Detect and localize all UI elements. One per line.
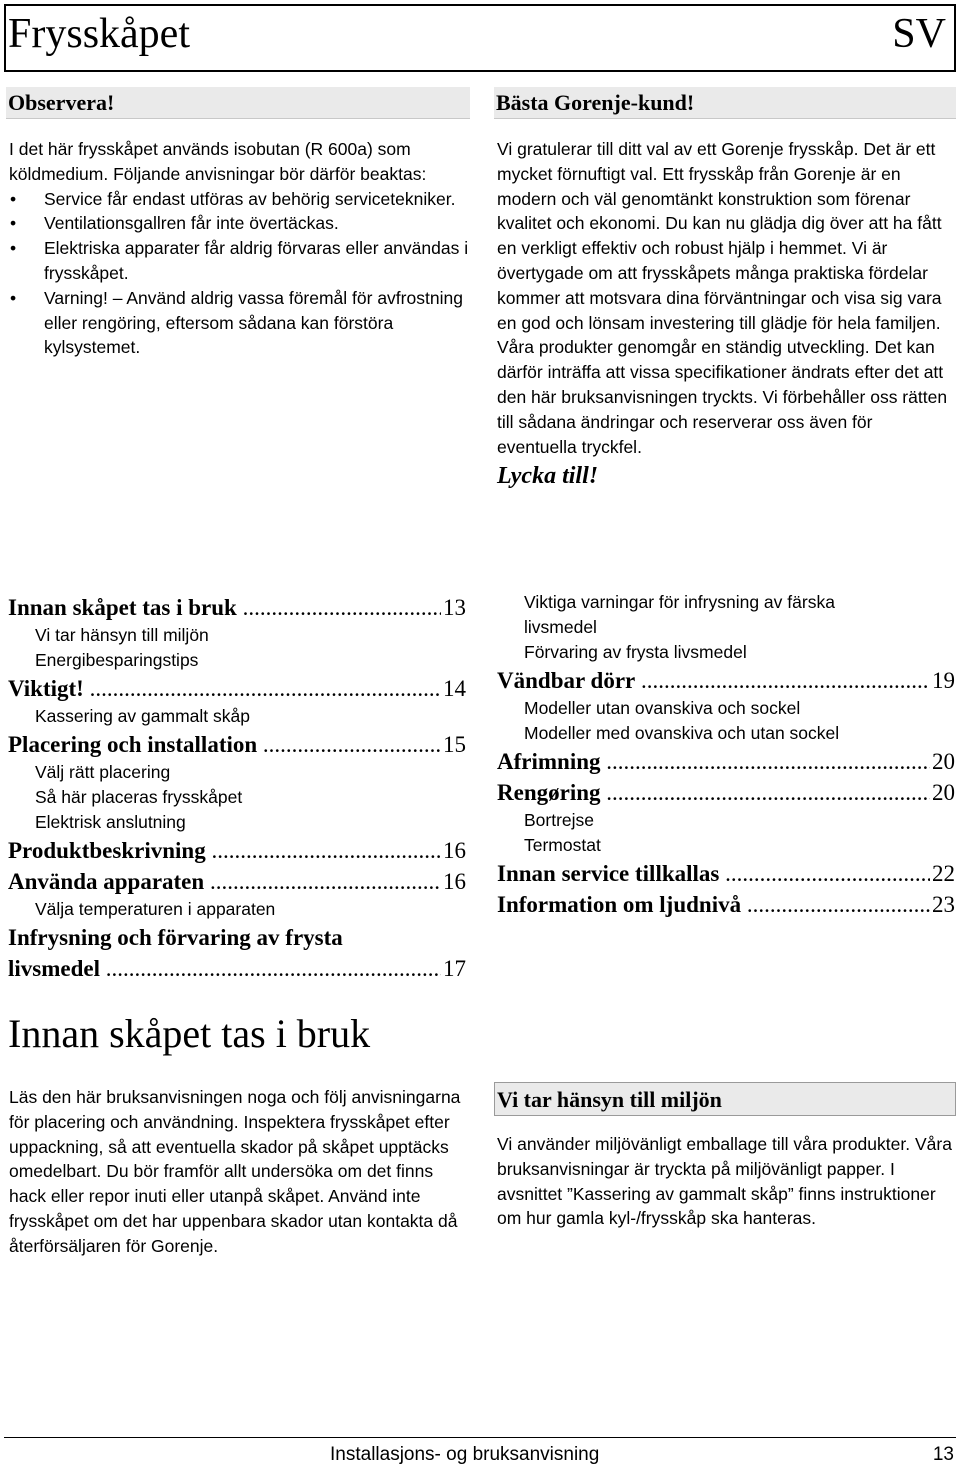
observera-list (6, 187, 470, 361)
list-item: • Varning! – Använd aldrig vassa föremål för avfrostning eller rengöring, eftersom sådana kan förstöra kylsystemet. (6, 286, 470, 360)
toc-subentry[interactable]: Välja temperaturen i apparaten (35, 899, 276, 919)
toc-entry[interactable]: Viktigt! ..... 14 (8, 673, 466, 704)
toc-entry[interactable]: Rengøring ..... 20 (497, 777, 955, 808)
toc-subentry[interactable]: Modeller med ovanskiva och utan sockel (524, 723, 840, 743)
environment-heading: Vi tar hänsyn till miljön (494, 1082, 956, 1116)
page-title: Frysskåpet (8, 11, 190, 57)
list-item: • Elektriska apparater får aldrig förvaras eller användas i frysskåpet. (6, 236, 470, 286)
environment-text: Vi använder miljövänligt emballage till våra produkter. Våra bruksanvisningar är tryckta på miljövänligt papper. I avsnittet ”Kassering av gammalt skåp” finns instruktioner om hur gamla kyl-/frysskåp ska hanteras. (497, 1134, 952, 1229)
toc-entry[interactable]: Innan skåpet tas i bruk ..... 13 (8, 592, 466, 623)
toc-subentry[interactable]: Vi tar hänsyn till miljön (35, 625, 209, 645)
toc-subentry[interactable]: Viktiga varningar för infrysning av färska livsmedel (524, 592, 835, 637)
list-item: • Service får endast utföras av behörig servicetekniker. (6, 187, 470, 212)
section-text: Läs den här bruksanvisningen noga och följ anvisningarna för placering och användning. Inspektera frysskåpet efter uppackning, så att eventuella skador på skåpet upptäcks omedelbart. Du bör framför allt undersöka om det finns hack eller repor inuti eller utanpå skåpet. Använd inte frysskåpet om det har uppenbara skador utan kontakta då återförsäljaren för Gorenje. (9, 1087, 461, 1256)
welcome-heading: Bästa Gorenje-kund! (494, 87, 956, 119)
toc-left (8, 592, 466, 984)
footer-text: Installasjons- og bruksanvisning (330, 1444, 600, 1465)
toc-subentry[interactable]: Elektrisk anslutning (35, 812, 186, 832)
toc-subentry[interactable]: Energibesparingstips (35, 650, 199, 670)
language-code: SV (892, 11, 946, 57)
toc-subentry[interactable]: Så här placeras frysskåpet (35, 787, 243, 807)
environment-section (494, 1082, 956, 1231)
welcome-text: Vi gratulerar till ditt val av ett Gorenje frysskåp. Det är ett mycket förnuftigt val. Ett frysskåp från Gorenje är en modern och väl genomtänkt konstruktion som förenar kvalitet och ekonomi. Du kan nu glädja dig över att ha fått en verkligt effektiv och robust hjälp i hemmet. Vi är övertygade om att frysskåpets många praktiska fördelar kommer att motsvara dina förväntningar och visa sig vara en god och lönsam investering till glädje för hela familjen. Våra produkter genomgår en ständig utveckling. Det kan därför inträffa att vissa specifikationer ändrats efter det att den här bruksanvisningen tryckts. Vi förbehåller oss rätten till sådana ändringar och reserverar oss även för eventuella tryckfel. (497, 139, 948, 457)
observera-intro: I det här frysskåpet används isobutan (R 600a) som köldmedium. Följande anvisningar bör därför beaktas: (9, 139, 427, 184)
toc-subentry[interactable]: Välj rätt placering (35, 762, 171, 782)
observera-heading: Observera! (6, 87, 470, 119)
toc-subentry[interactable]: Termostat (524, 835, 601, 855)
toc-subentry[interactable]: Bortrejse (524, 810, 595, 830)
section-heading: Innan skåpet tas i bruk (8, 1011, 371, 1056)
footer-rule (4, 1437, 956, 1438)
toc-subentry[interactable]: Förvaring av frysta livsmedel (524, 642, 747, 662)
toc-entry[interactable]: Produktbeskrivning ..... 16 (8, 835, 466, 866)
toc-entry[interactable]: Innan service tillkallas ..... 22 (497, 858, 955, 889)
list-item: • Ventilationsgallren får inte övertäckas. (6, 211, 470, 236)
welcome-section (494, 87, 956, 490)
toc-entry[interactable]: Använda apparaten ..... 16 (8, 866, 466, 897)
observera-section (6, 87, 470, 360)
toc-entry[interactable]: Placering och installation ..... 15 (8, 729, 466, 760)
toc-subentry[interactable]: Modeller utan ovanskiva och sockel (524, 698, 801, 718)
toc-subentry[interactable]: Kassering av gammalt skåp (35, 706, 250, 726)
toc-entry[interactable]: Vändbar dörr ..... 19 (497, 665, 955, 696)
page-number: 13 (932, 1444, 954, 1465)
welcome-closing: Lycka till! (497, 463, 599, 490)
toc-right (497, 590, 955, 920)
toc-entry[interactable]: livsmedel ..... 17 (8, 953, 466, 984)
toc-entry[interactable]: Information om ljudnivå ..... 23 (497, 889, 955, 920)
toc-entry[interactable]: Afrimning ..... 20 (497, 746, 955, 777)
toc-entry-line1[interactable]: Infrysning och förvaring av frysta (8, 925, 343, 950)
